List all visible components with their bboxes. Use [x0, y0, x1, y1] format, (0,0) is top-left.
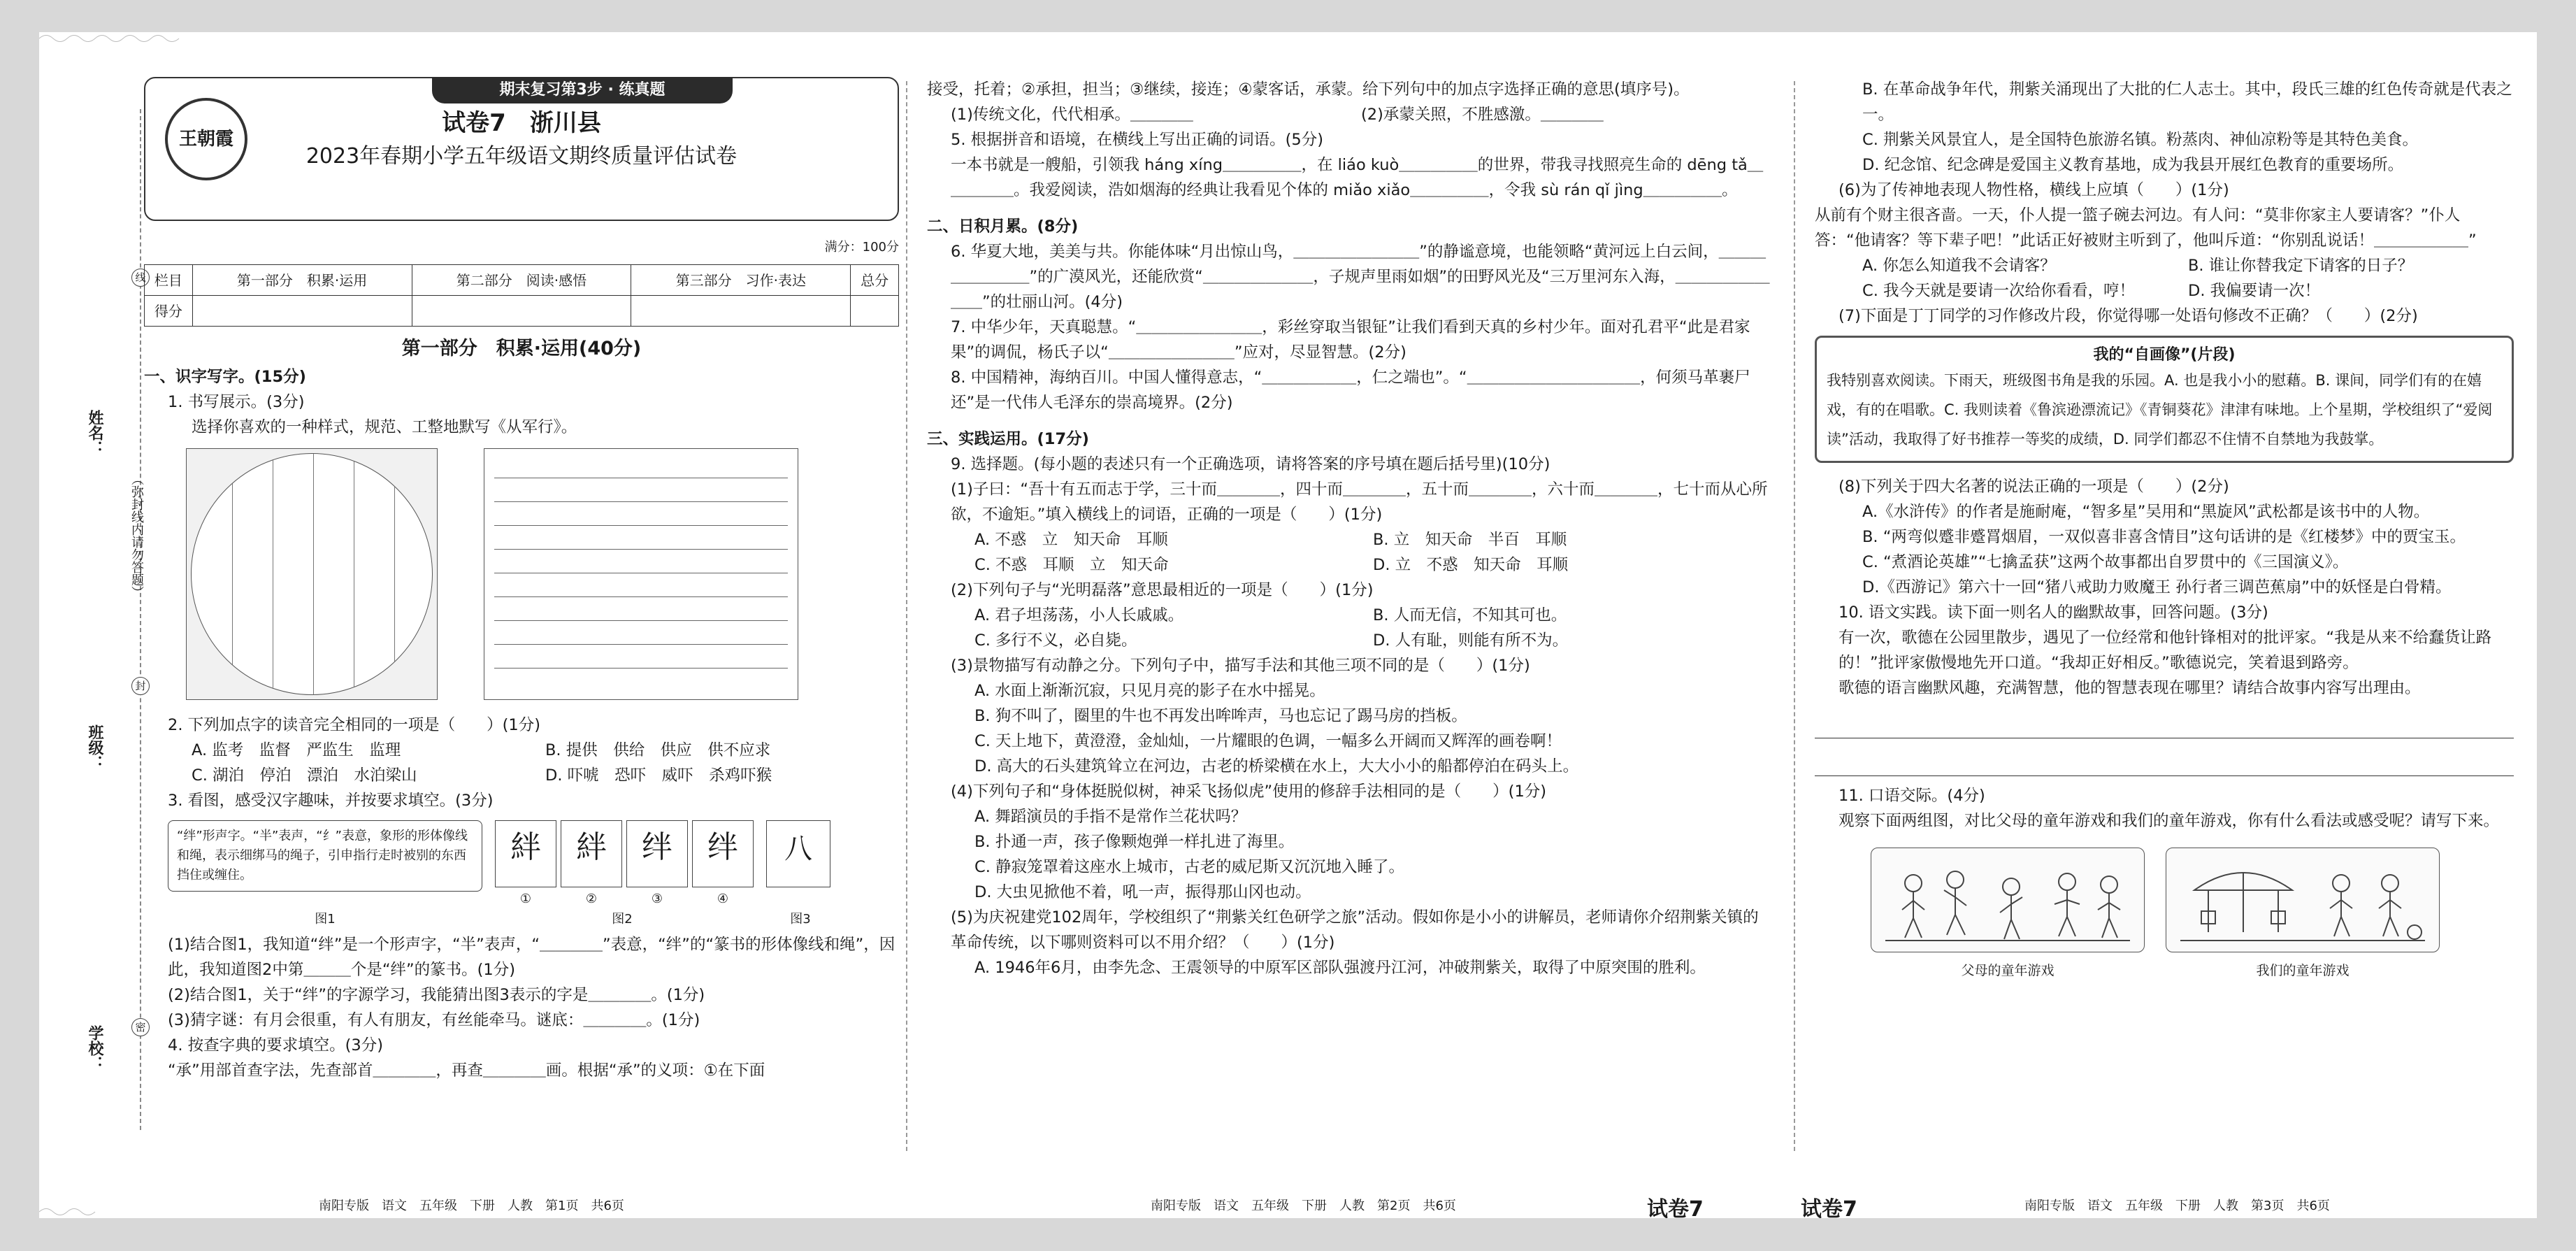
seal-mark-line: 线	[131, 269, 150, 287]
option-d[interactable]: D. 立 不惑 知天命 耳顺	[1373, 556, 1569, 574]
question-4-2: (2)承蒙关照，不胜感激。＿＿＿＿	[1361, 106, 1604, 124]
name-label: 姓名：	[86, 410, 103, 456]
option-b[interactable]: B. 提供 供给 供应 供不应求	[545, 741, 771, 759]
seal-glyph	[561, 820, 622, 906]
option-b[interactable]: B. 立 知天命 半百 耳顺	[1373, 531, 1567, 549]
option-c[interactable]: C. “煮酒论英雄”“七擒孟获”这两个故事都出自罗贯中的《三国演义》。	[1862, 553, 2349, 571]
option-a[interactable]: A. 你怎么知道我不会请客？	[1862, 257, 2056, 275]
our-games-picture	[2166, 848, 2440, 952]
answer-line[interactable]	[1815, 701, 2514, 738]
question-9-5: (5)为庆祝建党102周年，学校组织了“荆紫关红色研学之旅”活动。假如你是小小的讲解员，老师请你介绍荆紫关镇的革命传统，以下哪则资料可以不用介绍？（ ）(1分)	[951, 908, 1759, 952]
option-b[interactable]: B. 在革命战争年代，荆紫关涌现出了大批的仁人志士。其中，段氏三雄的红色传奇就是代表之一。	[1862, 80, 2512, 124]
score-table	[144, 264, 899, 327]
option-d[interactable]: D. 纪念馆、纪念碑是爱国主义教育基地，成为我县开展红色教育的重要场所。	[1862, 156, 2404, 174]
option-a[interactable]: A. 监考 监督 严监生 监理	[192, 741, 401, 759]
question-9-2-options	[927, 603, 1771, 653]
lined-writing-box[interactable]	[484, 448, 798, 700]
seal-glyph	[626, 820, 688, 906]
figure-3: 八	[766, 820, 830, 887]
question-3-3: (3)猜字谜：有月会很重，有人有朋友，有丝能牵马。谜底：＿＿＿＿。(1分)	[168, 1011, 700, 1029]
option-b[interactable]: B. “两弯似蹙非蹙罥烟眉，一双似喜非喜含情目”这句话讲的是《红楼梦》中的贾宝玉。	[1862, 528, 2466, 546]
option-c[interactable]: C. 静寂笼罩着这座水上城市，古老的威尼斯又沉沉地入睡了。	[974, 858, 1405, 876]
option-b[interactable]: B. 谁让你替我定下请客的日子？	[2188, 257, 2414, 275]
page-1	[144, 77, 899, 1083]
question-6: 6. 华夏大地，美美与共。你能体味“月出惊山鸟，＿＿＿＿＿＿＿＿”的静谧意境，也能领略“黄河远上白云间，＿＿＿＿＿＿＿＿”的广漠风光，还能欣赏“＿＿＿＿＿＿＿，子规声里雨如烟”的田野风光及“三万里河东入海，＿＿＿＿＿＿＿＿”的壮丽山河。(4分)	[951, 243, 1770, 311]
question-9-6: (6)为了传神地表现人物性格，横线上应填（ ）(1分)	[1839, 181, 2229, 199]
option-c[interactable]: C. 多行不义，必自毙。	[974, 631, 1137, 650]
option-a[interactable]: A. 1946年6月，由李先念、王震领导的中原军区部队强渡丹江河，冲破荆紫关，取得了中原突围的胜利。	[974, 959, 1706, 977]
question-3-2: (2)结合图1，关于“绊”的字源学习，我能猜出图3表示的字是＿＿＿＿。(1分)	[168, 986, 705, 1004]
figures-row	[168, 820, 899, 906]
option-c[interactable]: C. 荆紫关风景宜人，是全国特色旅游名镇。粉蒸肉、神仙凉粉等是其特色美食。	[1862, 131, 2419, 149]
fan-line	[394, 454, 395, 694]
figure-captions	[168, 907, 899, 932]
option-d[interactable]: D. 人有耻，则能有所不为。	[1373, 631, 1569, 650]
answer-line[interactable]	[1815, 738, 2514, 776]
section-1-title: 一、识字写字。(15分)	[144, 368, 306, 386]
page-3	[1815, 77, 2514, 983]
question-9-6-story: 从前有个财主很吝啬。一天，仆人提一篮子碗去河边。有人问：“莫非你家主人要请客？”仆人答：“他请客？等下辈子吧！”此话正好被财主听到了，他叫斥道：“你别乱说话！＿＿＿＿＿＿”	[1815, 206, 2477, 250]
exam-header	[144, 77, 899, 221]
binding-line	[140, 109, 141, 1130]
option-a[interactable]: A. 不惑 立 知天命 耳顺	[974, 531, 1168, 549]
seal-glyph	[692, 820, 754, 906]
seal-mark-seal: 封	[131, 677, 150, 695]
option-a[interactable]: A.《水浒传》的作者是施耐庵，“智多星”吴用和“黑旋风”武松都是该书中的人物。	[1862, 503, 2430, 521]
question-9-3: (3)景物描写有动静之分。下列句子中，描写手法和其他三项不同的是（ ）(1分)	[951, 657, 1530, 675]
question-8: 8. 中国精神，海纳百川。中国人懂得意志，“＿＿＿＿＿＿，仁之端也”。“＿＿＿＿＿＿＿＿＿＿＿，何须马革裹尸还”是一代伟人毛泽东的崇高境界。(2分)	[951, 369, 1750, 412]
score-cell[interactable]	[631, 296, 851, 327]
question-9-7: (7)下面是丁丁同学的习作修改片段，你觉得哪一处语句修改不正确？（ ）(2分)	[1839, 307, 2418, 325]
class-label: 班级：	[86, 724, 103, 771]
option-d[interactable]: D.《西游记》第六十一回“猪八戒助力败魔王 孙行者三调芭蕉扇”中的妖怪是白骨精。	[1862, 578, 2452, 596]
question-11-prompt: 观察下面两组图，对比父母的童年游戏和我们的童年游戏，你有什么看法或感受呢？请写下来。	[1839, 812, 2500, 830]
seal-mark-secret: 密	[131, 1018, 150, 1036]
question-4-sub	[927, 102, 1771, 127]
option-d[interactable]: D. 吓唬 恐吓 威吓 杀鸡吓猴	[545, 766, 772, 785]
question-10: 10. 语文实践。读下面一则名人的幽默故事，回答问题。(3分)	[1839, 603, 2268, 622]
figure-1: “绊”形声字。“半”表声，“纟”表意，象形的形体像线和绳，表示细绑马的绳子，引申指行走时被别的东西挡住或缠住。	[168, 820, 482, 892]
option-c[interactable]: C. 我今天就是要请一次给你看看，哼！	[1862, 282, 2136, 300]
caption-2: 图2	[612, 912, 633, 927]
option-c[interactable]: C. 不惑 耳顺 立 知天命	[974, 556, 1169, 574]
fan-line	[313, 454, 314, 694]
question-1-instruction: 选择你喜欢的一种样式，规范、工整地默写《从军行》。	[192, 418, 577, 436]
question-9-4: (4)下列句子和“身体挺脱似树，神采飞扬似虎”使用的修辞手法相同的是（ ）(1分)	[951, 782, 1547, 801]
parents-games-picture	[1871, 848, 2145, 952]
section-2-title: 二、日积月累。(8分)	[927, 217, 1079, 236]
revision-box-text: 我特别喜欢阅读。下雨天，班级图书角是我的乐园。A. 也是我小小的慰藉。B. 课间，同学们有的在嬉戏，有的在唱歌。C. 我则读着《鲁滨逊漂流记》《青铜葵花》津津有味地。上个星期，学校组织了“爱阅读”活动，我取得了好书推荐一等奖的成绩，D. 同学们都忍不住情不自禁地为我鼓掌。	[1827, 372, 2493, 448]
game-pictures	[1871, 848, 2514, 952]
question-9-1-options	[927, 527, 1771, 578]
glyph-3: 绊	[642, 829, 672, 865]
footer-page-3: 南阳专版 语文 五年级 下册 人教 第3页 共6页	[2024, 1199, 2330, 1213]
option-d[interactable]: D. 大虫见掀他不着，吼一声，振得那山冈也动。	[974, 883, 1311, 901]
question-7: 7. 中华少年，天真聪慧。“＿＿＿＿＿＿＿＿，彩丝穿取当银钲”让我们看到天真的乡村少年。面对孔君平“此是君家果”的调侃，杨氏子以“＿＿＿＿＿＿＿＿”应对，尽显智慧。(2分)	[951, 318, 1750, 362]
score-cell[interactable]	[412, 296, 631, 327]
question-2-options	[144, 738, 899, 788]
question-5-text: 一本书就是一艘船，引领我 háng xíng＿＿＿＿＿，在 liáo kuò＿＿＿＿＿的世界，带我寻找照亮生命的 dēng tǎ＿＿＿＿＿。我爱阅读，浩如烟海的经典让我看见个体的 miǎo xiǎo＿＿＿＿＿，令我 sù rán qǐ jìng＿＿＿＿＿。	[951, 156, 1764, 199]
column-divider	[1794, 81, 1795, 1151]
option-b[interactable]: B. 人而无信，不知其可也。	[1373, 606, 1567, 624]
caption-ours: 我们的童年游戏	[2256, 963, 2350, 978]
glyph-num: ③	[651, 892, 663, 906]
question-3-1: (1)结合图1，我知道“绊”是一个形声字，“半”表声，“＿＿＿＿”表意，“绊”的“篆书的形体像线和绳”，因此，我知道图2中第＿＿＿个是“绊”的篆书。(1分)	[168, 936, 895, 979]
picture-captions	[1871, 958, 2514, 983]
question-10-prompt: 歌德的语言幽默风趣，充满智慧，他的智慧表现在哪里？请结合故事内容写出理由。	[1839, 679, 2421, 697]
question-1: 1. 书写展示。(3分)	[168, 393, 305, 411]
full-score: 满分：100分	[824, 240, 899, 255]
caption-1: 图1	[315, 912, 336, 927]
binding-gutter	[81, 109, 144, 1130]
question-9-2: (2)下列句子与“光明磊落”意思最相近的一项是（ ）(1分)	[951, 581, 1374, 599]
seal-glyph	[495, 820, 556, 906]
option-c[interactable]: C. 湖泊 停泊 漂泊 水泊梁山	[192, 766, 417, 785]
footer-page-1: 南阳专版 语文 五年级 下册 人教 第1页 共6页	[319, 1199, 624, 1213]
fan-line	[232, 454, 233, 694]
exam-sheet	[39, 32, 2537, 1222]
score-header-part3: 第三部分 习作·表达	[631, 265, 851, 296]
review-banner: 期末复习第3步 · 练真题	[432, 77, 733, 103]
option-b[interactable]: B. 狗不叫了，圈里的牛也不再发出哞哞声，马也忘记了踢马房的挡板。	[974, 707, 1467, 725]
option-d[interactable]: D. 高大的石头建筑耸立在河边，古老的桥梁横在水上，大大小小的船都停泊在码头上。	[974, 757, 1579, 775]
carousel-illustration	[2166, 848, 2440, 953]
glyph-num: ④	[717, 892, 729, 906]
writing-area	[186, 448, 899, 700]
score-cell[interactable]	[851, 296, 899, 327]
top-wave-border	[39, 32, 2537, 45]
logo-text: 王朝霞	[178, 129, 233, 150]
school-label: 学校：	[86, 1025, 103, 1071]
question-4-text: “承”用部首查字法，先查部首＿＿＿＿，再查＿＿＿＿画。根据“承”的义项：①在下面	[168, 1061, 765, 1080]
question-4: 4. 按查字典的要求填空。(3分)	[168, 1036, 383, 1055]
score-header-total: 总分	[851, 265, 899, 296]
option-d[interactable]: D. 我偏要请一次！	[2188, 282, 2321, 300]
part1-title: 第一部分 积累·运用(40分)	[401, 338, 642, 359]
question-9: 9. 选择题。(每小题的表述只有一个正确选项，请将答案的序号填在题后括号里)(10分)	[951, 455, 1550, 473]
revision-box-title: 我的“自画像”(片段)	[2093, 346, 2236, 364]
question-9-1: (1)子曰：“吾十有五而志于学，三十而＿＿＿＿，四十而＿＿＿＿，五十而＿＿＿＿，六十而＿＿＿＿，七十而从心所欲，不逾矩。”填入横线上的词语，正确的一项是（ ）(1分)	[951, 480, 1768, 524]
children-playing-illustration	[1871, 848, 2145, 953]
option-c[interactable]: C. 天上地下，黄澄澄，金灿灿，一片耀眼的色调，一幅多么开阔而又辉浑的画卷啊！	[974, 732, 1562, 750]
question-9-6-options	[1815, 253, 2514, 303]
exam-subtitle: 2023年春期小学五年级语文期终质量评估试卷	[305, 144, 737, 169]
exam-title: 试卷7 浙川县	[442, 109, 601, 137]
exam-label-left: 试卷7	[1647, 1197, 1704, 1222]
glyph-num: ②	[585, 892, 598, 906]
option-a[interactable]: A. 君子坦荡荡，小人长戚戚。	[974, 606, 1184, 624]
caption-3: 图3	[790, 912, 811, 927]
question-2: 2. 下列加点字的读音完全相同的一项是（ ）(1分)	[168, 716, 540, 734]
option-b[interactable]: B. 扑通一声，孩子像颗炮弹一样扎进了海里。	[974, 833, 1295, 851]
question-4-meanings: 接受，托着；②承担，担当；③继续，接连；④蒙客话，承蒙。给下列句中的加点字选择正确的意思(填序号)。	[927, 80, 1690, 99]
score-header-item: 栏目	[145, 265, 193, 296]
glyph-4: 绊	[707, 829, 738, 865]
bottom-wave-border	[39, 1206, 2537, 1218]
revision-passage-box	[1815, 336, 2514, 463]
option-a[interactable]: A. 水面上渐渐沉寂，只见月亮的影子在水中摇晃。	[974, 682, 1325, 700]
column-divider	[906, 81, 907, 1151]
footer-page-2: 南阳专版 语文 五年级 下册 人教 第2页 共6页	[1151, 1199, 1456, 1213]
score-header-part2: 第二部分 阅读·感悟	[412, 265, 631, 296]
caption-parents: 父母的童年游戏	[1961, 963, 2055, 978]
glyph-num: ①	[519, 892, 532, 906]
section-3-title: 三、实践运用。(17分)	[927, 430, 1089, 448]
question-3: 3. 看图，感受汉字趣味，并按要求填空。(3分)	[168, 792, 494, 810]
page-2	[927, 77, 1771, 980]
question-11: 11. 口语交际。(4分)	[1839, 787, 1985, 805]
score-header-part1: 第一部分 积累·运用	[192, 265, 412, 296]
question-4-1: (1)传统文化，代代相承。＿＿＿＿	[951, 106, 1193, 124]
question-9-8: (8)下列关于四大名著的说法正确的一项是（ ）(2分)	[1839, 478, 2229, 496]
fan-circle	[191, 453, 433, 695]
glyph-2: 絆	[576, 829, 607, 865]
figure-2	[495, 820, 754, 906]
fan-writing-box[interactable]	[186, 448, 438, 700]
seal-note: （弥封线内请勿答题）	[129, 473, 144, 599]
question-10-story: 有一次，歌德在公园里散步，遇见了一位经常和他针锋相对的批评家。“我是从来不给蠢货让路的！”批评家傲慢地先开口道。“我却正好相反。”歌德说完，笑着退到路旁。	[1839, 629, 2492, 672]
option-a[interactable]: A. 舞蹈演员的手指不是常作兰花状吗？	[974, 808, 1247, 826]
glyph-1: 絆	[510, 829, 541, 865]
exam-label-right: 试卷7	[1801, 1197, 1857, 1222]
score-cell[interactable]	[192, 296, 412, 327]
score-row-label: 得分	[145, 296, 193, 327]
question-5: 5. 根据拼音和语境，在横线上写出正确的词语。(5分)	[951, 131, 1323, 149]
